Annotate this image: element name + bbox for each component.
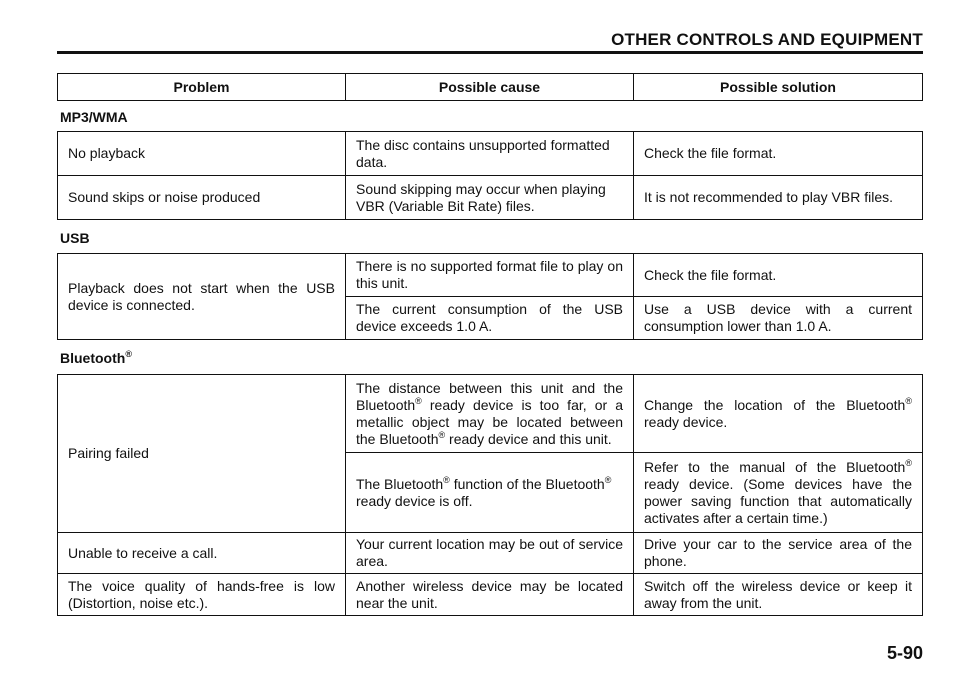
section-title-bluetooth — [60, 350, 132, 366]
cause-text: ready device is off. — [356, 492, 473, 509]
cause-text: ready device and this unit. — [445, 430, 612, 447]
column-header-cause: Possible cause — [346, 74, 634, 100]
table-row — [58, 132, 923, 176]
solution-text: ready device. (Some devices have the power saving function that automatically activates after a certain time.) — [644, 475, 912, 526]
registered-mark: ® — [905, 457, 912, 468]
table-row — [58, 254, 923, 297]
table-row — [58, 574, 923, 616]
solution-text: ready device. — [644, 413, 728, 430]
solution-cell: Use a USB device with a current consumption lower than 1.0 A. — [634, 297, 923, 340]
mp3-table — [57, 131, 923, 220]
registered-mark: ® — [604, 474, 612, 485]
solution-text: Refer to the manual of the Bluetooth — [644, 458, 906, 475]
registered-mark: ® — [905, 395, 912, 406]
cause-cell: Another wireless device may be located near the unit. — [346, 574, 634, 616]
solution-cell — [634, 453, 923, 533]
page-number: 5-90 — [886, 643, 923, 663]
problem-cell: Pairing failed — [58, 375, 346, 533]
cause-cell — [346, 453, 634, 533]
header-rule — [57, 51, 923, 54]
cause-text: function of the Bluetooth — [449, 475, 605, 492]
section-title-mp3: MP3/WMA — [60, 109, 128, 125]
cause-cell: The current consumption of the USB device exceeds 1.0 A. — [346, 297, 634, 340]
solution-cell: Drive your car to the service area of the phone. — [634, 533, 923, 574]
problem-cell: The voice quality of hands-free is low (Distortion, noise etc.). — [58, 574, 346, 616]
problem-cell: Sound skips or noise produced — [58, 176, 346, 220]
cause-cell: Sound skipping may occur when playing VBR (Variable Bit Rate) files. — [346, 176, 634, 220]
bluetooth-table — [57, 374, 923, 616]
solution-cell: Switch off the wireless device or keep it away from the unit. — [634, 574, 923, 616]
cause-text: The distance between this unit and the Bluetooth — [356, 379, 623, 413]
problem-cell: No playback — [58, 132, 346, 176]
solution-cell: It is not recommended to play VBR files. — [634, 176, 923, 220]
cause-cell: There is no supported format file to play on this unit. — [346, 254, 634, 297]
registered-mark: ® — [438, 429, 446, 440]
table-row — [58, 176, 923, 220]
page-header-title: OTHER CONTROLS AND EQUIPMENT — [611, 30, 923, 49]
solution-cell: Check the file format. — [634, 132, 923, 176]
solution-cell: Check the file format. — [634, 254, 923, 297]
cause-text: ready device is too far, or a metallic object may be located between the Bluetooth — [356, 396, 623, 447]
section-title-usb: USB — [60, 230, 90, 246]
registered-mark: ® — [415, 395, 422, 406]
problem-cell: Playback does not start when the USB device is connected. — [58, 254, 346, 340]
usb-table — [57, 253, 923, 340]
solution-cell — [634, 375, 923, 453]
column-header-problem: Problem — [58, 74, 346, 100]
section-title-text: Bluetooth — [60, 350, 126, 366]
problem-cell: Unable to receive a call. — [58, 533, 346, 574]
cause-cell — [346, 375, 634, 453]
column-header-row — [57, 73, 923, 101]
registered-mark: ® — [125, 349, 132, 359]
cause-cell: The disc contains unsupported formatted data. — [346, 132, 634, 176]
cause-text: The Bluetooth — [356, 475, 444, 492]
cause-cell: Your current location may be out of service area. — [346, 533, 634, 574]
table-row — [58, 533, 923, 574]
table-row — [58, 375, 923, 453]
solution-text: Change the location of the Bluetooth — [644, 396, 906, 413]
column-header-solution: Possible solution — [720, 79, 836, 95]
registered-mark: ® — [443, 474, 450, 485]
